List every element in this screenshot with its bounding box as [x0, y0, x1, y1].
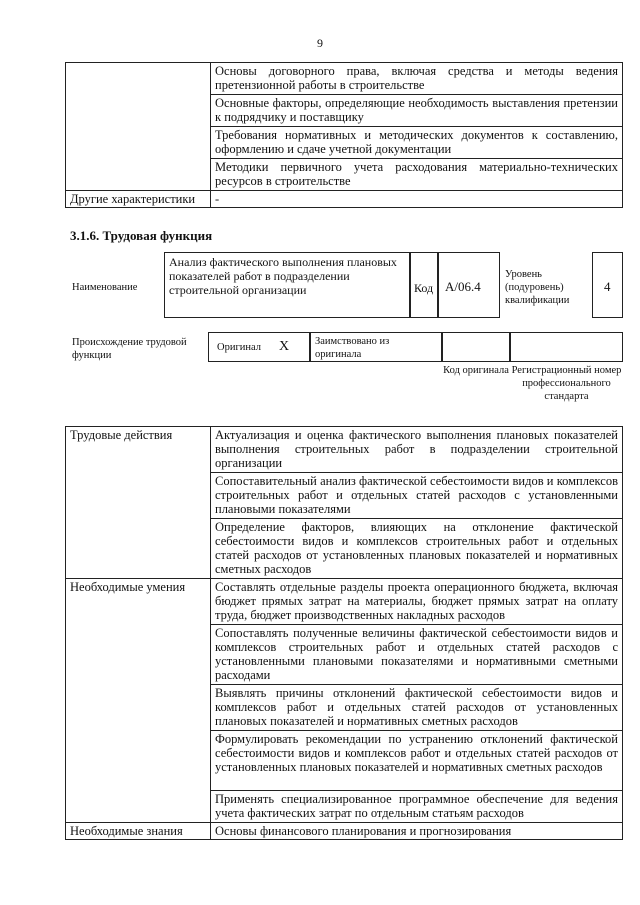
level-value: 4: [604, 279, 611, 294]
level-value-box: [592, 252, 623, 318]
table-cell: Сопоставительный анализ фактической себестоимости видов и комплексов строительных работ и отдельных статей расходов с установленными плановыми показателями: [211, 473, 623, 519]
row-label: Другие характеристики: [66, 191, 211, 208]
registration-caption: Регистрационный номер профессионального стандарта: [511, 365, 622, 402]
original-box: [208, 332, 310, 362]
group-label-skills: Необходимые умения: [66, 579, 211, 823]
table-cell: Формулировать рекомендации по устранению отклонений фактической себестоимости видов и комплексов работ и отдельных статей расходов от установленных плановых показателей и нормативных сметных расходов: [211, 731, 623, 791]
table-row: [66, 823, 623, 840]
knowledge-table-continued: [65, 62, 623, 208]
name-label: Наименование: [72, 282, 138, 293]
labor-function-table: [65, 426, 623, 840]
code-value: A/06.4: [445, 279, 481, 294]
level-label: Уровень (подуровень) квалификации: [505, 269, 570, 306]
table-cell: Основы финансового планирования и прогнозирования: [211, 823, 623, 840]
code-label: Код: [414, 281, 434, 295]
function-name-box: [164, 252, 410, 318]
table-cell: -: [211, 191, 623, 208]
table-cell: Применять специализированное программное обеспечение для ведения учета фактических затрат по отдельным статьям расходов: [211, 791, 623, 823]
row-label-empty: [66, 63, 211, 191]
table-cell: Методики первичного учета расходования материально-технических ресурсов в строительстве: [211, 159, 623, 191]
section-title: 3.1.6. Трудовая функция: [70, 228, 213, 243]
table-row: [66, 427, 623, 473]
original-code-box: [442, 332, 510, 362]
table-cell: Составлять отдельные разделы проекта операционного бюджета, включая бюджет прямых затрат на материалы, бюджет прямых затрат на оплату труда, бюджет производственных накладных расходов: [211, 579, 623, 625]
table-cell: Определение факторов, влияющих на отклонение фактической себестоимости видов и комплексов строительных работ и отдельных статей расходов от установленных плановых показателей и нормативных сметных расходов: [211, 519, 623, 579]
table-row: [66, 579, 623, 625]
original-mark: X: [279, 339, 290, 354]
table-row: [66, 63, 623, 95]
table-cell: Требования нормативных и методических документов к составлению, оформлению и сдаче учетной документации: [211, 127, 623, 159]
borrowed-box: [310, 332, 442, 362]
table-cell: Основы договорного права, включая средства и методы ведения претензионной работы в строительстве: [211, 63, 623, 95]
page-number: 9: [317, 36, 323, 50]
code-caption: Код оригинала: [443, 365, 509, 376]
function-name: Анализ фактического выполнения плановых показателей работ в подразделении строительной организации: [169, 255, 397, 297]
code-label-box: [410, 252, 438, 318]
registration-number-box: [510, 332, 623, 362]
borrowed-label: Заимствовано из оригинала: [315, 336, 390, 360]
group-label-knowledge: Необходимые знания: [66, 823, 211, 840]
table-row: [66, 191, 623, 208]
origin-label: Происхождение трудовой функции: [72, 337, 187, 361]
group-label-actions: Трудовые действия: [66, 427, 211, 579]
table-cell: Сопоставлять полученные величины фактической себестоимости видов и комплексов строительных работ и отдельных статей расходов с установленными плановыми показателями и нормативными сметными расходами: [211, 625, 623, 685]
code-value-box: [438, 252, 500, 318]
table-cell: Актуализация и оценка фактического выполнения плановых показателей выполнения строительных работ в подразделении строительной организации: [211, 427, 623, 473]
original-label: Оригинал: [217, 342, 261, 353]
table-cell: Основные факторы, определяющие необходимость выставления претензии к подрядчику и поставщику: [211, 95, 623, 127]
table-cell: Выявлять причины отклонений фактической себестоимости видов и комплексов работ и отдельных статей расходов от установленных плановых показателей и нормативных сметных расходов: [211, 685, 623, 731]
